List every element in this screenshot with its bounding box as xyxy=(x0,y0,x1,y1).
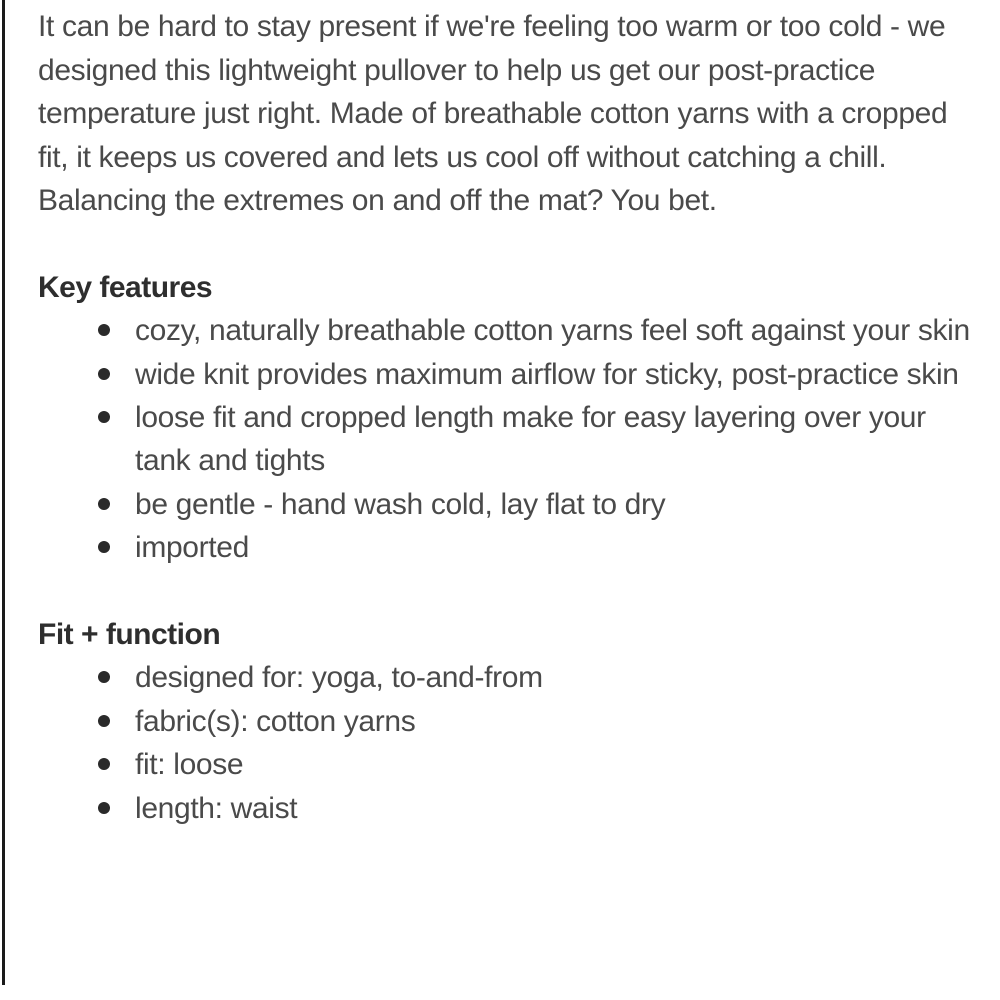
section-spacer xyxy=(38,222,978,265)
bullet-icon xyxy=(98,802,110,814)
key-features-list xyxy=(38,309,978,569)
bullet-icon xyxy=(98,324,110,336)
list-item xyxy=(135,396,978,483)
bullet-icon xyxy=(98,715,110,727)
bullet-icon xyxy=(98,411,110,423)
why-we-made-this-section xyxy=(38,0,978,222)
fit-function-list xyxy=(38,656,978,830)
list-item xyxy=(135,700,978,743)
list-item xyxy=(135,787,978,830)
list-item xyxy=(135,309,978,352)
list-item xyxy=(135,526,978,569)
why-we-made-this-paragraph: It can be hard to stay present if we're feeling too warm or too cold - we designed this lightweight pullover to help us get our post-practice temperature just right. Made of breathable cotton yarns with a cropped fit, it keeps us covered and lets us cool off without catching a chill. Balancing the extremes on and off the mat? You bet. xyxy=(38,10,948,218)
key-features-heading: Key features xyxy=(38,270,213,304)
list-item-text: wide knit provides maximum airflow for sticky, post-practice skin xyxy=(135,357,959,391)
list-item xyxy=(135,353,978,396)
bullet-icon xyxy=(98,368,110,380)
list-item xyxy=(135,656,978,699)
section-spacer xyxy=(38,570,978,613)
list-item-text: cozy, naturally breathable cotton yarns feel soft against your skin xyxy=(135,314,970,348)
list-item-text: designed for: yoga, to-and-from xyxy=(135,661,543,695)
list-item-text: be gentle - hand wash cold, lay flat to dry xyxy=(135,487,666,521)
bullet-icon xyxy=(98,498,110,510)
fit-function-heading: Fit + function xyxy=(38,618,221,652)
bullet-icon xyxy=(98,758,110,770)
bullet-icon xyxy=(98,541,110,553)
bullet-icon xyxy=(98,671,110,683)
list-item-text: fabric(s): cotton yarns xyxy=(135,704,416,738)
list-item xyxy=(135,743,978,786)
list-item-text: imported xyxy=(135,531,249,565)
left-border-divider xyxy=(2,0,5,985)
list-item-text: fit: loose xyxy=(135,748,244,782)
list-item-text: loose fit and cropped length make for easy layering over your tank and tights xyxy=(135,401,926,478)
key-features-section xyxy=(38,266,978,570)
list-item xyxy=(135,483,978,526)
product-details-content xyxy=(38,0,978,830)
list-item-text: length: waist xyxy=(135,791,298,825)
fit-function-section xyxy=(38,613,978,830)
